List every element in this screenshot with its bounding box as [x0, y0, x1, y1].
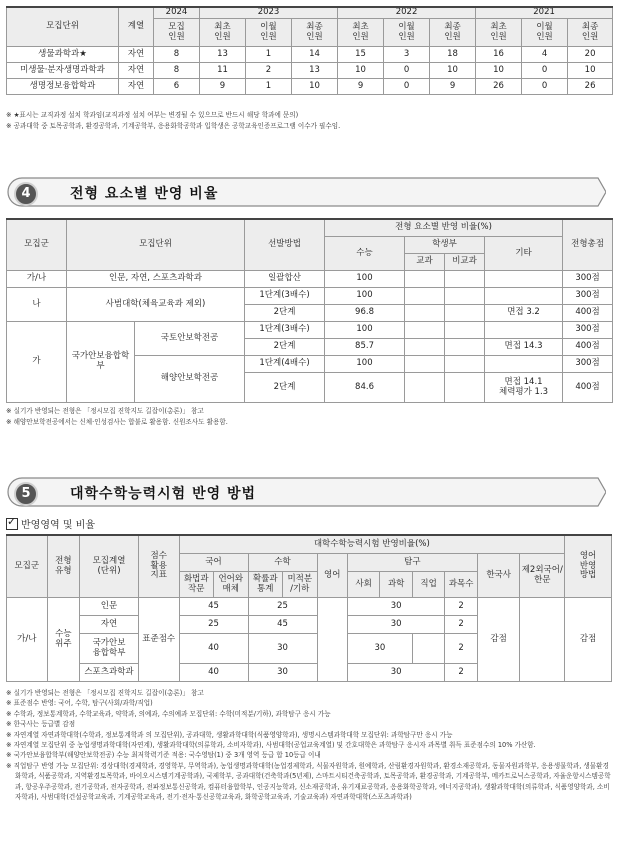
unit-cell: 인문 [80, 598, 139, 616]
value-cell: 10 [338, 63, 384, 79]
subjects-cell: 2 [445, 634, 477, 664]
header-year-2022: 2022 [338, 7, 476, 19]
header-total: 전형총점 [563, 219, 613, 271]
header-initial: 최초 인원 [338, 19, 384, 47]
korean-cell: 40 [179, 664, 248, 682]
other-cell [485, 288, 563, 305]
table-row [7, 322, 613, 339]
other-cell [485, 356, 563, 373]
subject-cell [405, 322, 445, 339]
header-carry: 이월 인원 [522, 19, 568, 47]
method-cell: 2단계 [245, 339, 325, 356]
evaluation-ratio-table [6, 218, 613, 403]
value-cell: 20 [568, 47, 613, 63]
suneung-cell: 100 [325, 288, 405, 305]
header-english-method: 영어 반영 방법 [565, 535, 612, 598]
value-cell: 10 [568, 63, 613, 79]
inquiry-cell: 30 [347, 664, 444, 682]
method-cell: 일괄합산 [245, 271, 325, 288]
total-cell: 300점 [563, 356, 613, 373]
note: ※ 자연계열 모집단위 중 농업생명과학대학(자연계), 생활과학대학(의류학과, 소비자학과), 사범대학(공업교육계열) 및 간호대학은 과학탐구 응시자 과목별 취득 표준점수의 10% 가산함. [6, 741, 536, 750]
subject-cell [405, 271, 445, 288]
value-cell: 13 [200, 47, 246, 63]
english-cell [317, 598, 347, 682]
score-cell: 표준점수 [138, 598, 179, 682]
korean-cell: 40 [179, 634, 248, 664]
section-number-badge: 5 [14, 482, 38, 506]
admissions-rows [7, 47, 613, 95]
header-carry: 이월 인원 [246, 19, 292, 47]
header-group: 모집군 [7, 535, 48, 598]
header-final: 최종 인원 [292, 19, 338, 47]
section-number-badge: 4 [14, 182, 38, 206]
header-recruit: 모집 인원 [154, 19, 200, 47]
method-cell: 1단계(4배수) [245, 356, 325, 373]
section-4-notes [6, 406, 612, 428]
suneung-cell: 85.7 [325, 339, 405, 356]
group-cell: 가/나 [7, 271, 67, 288]
header-math: 수학 [248, 554, 317, 572]
inquiry-cell: 30 [347, 634, 412, 664]
subject-cell [405, 305, 445, 322]
note: ※ 한국사는 등급별 감점 [6, 720, 76, 729]
value-cell: 9 [430, 79, 476, 95]
value-cell: 18 [430, 47, 476, 63]
note: ※ 해양안보학전공에서는 신체·인성검사는 합불로 활용함. 신원조사도 활용함. [6, 418, 228, 426]
value-cell: 10 [292, 79, 338, 95]
unit-cell: 국가안보 융합학부 [80, 634, 139, 664]
header-k2: 언어와 매체 [214, 572, 249, 598]
header-m2: 미적분 /기하 [283, 572, 318, 598]
header-foreign: 제2외국어/ 한문 [520, 554, 565, 598]
group-cell: 가 [7, 322, 67, 403]
value-cell: 0 [384, 63, 430, 79]
subjects-cell: 2 [445, 598, 477, 616]
nonsubject-cell [445, 305, 485, 322]
header-social: 사회 [347, 572, 379, 598]
header-nonsubject: 비교과 [445, 254, 485, 271]
group-cell: 가/나 [7, 598, 48, 682]
header-ratio: 대학수학능력시험 반영비율(%) [179, 535, 565, 554]
subheading-text: 반영영역 및 비율 [21, 520, 95, 531]
suneung-cell: 100 [325, 322, 405, 339]
value-cell: 1 [246, 79, 292, 95]
note: ※ 실기가 반영되는 전형은 「정시모집 진학지도 길잡이(총론)」 참고 [6, 689, 204, 697]
suneung-cell: 84.6 [325, 373, 405, 403]
header-type: 전형 유형 [47, 535, 79, 598]
note: ※ 수학과, 정보통계학과, 수학교육과, 약학과, 의예과, 수의예과 모집단위: 수학(미적분/기하), 과학탐구 응시 가능 [6, 709, 331, 718]
history-cell: 감점 [477, 598, 520, 682]
header-unit: 모집단위 [7, 7, 119, 47]
subject-cell [405, 339, 445, 356]
math-cell: 30 [248, 664, 317, 682]
value-cell: 4 [522, 47, 568, 63]
other-cell: 면접 14.3 [485, 339, 563, 356]
subject-cell [405, 288, 445, 305]
track-cell: 자연 [119, 47, 154, 63]
group-cell: 나 [7, 288, 67, 322]
total-cell: 300점 [563, 288, 613, 305]
header-suneung: 수능 [325, 237, 405, 271]
section-5-banner [6, 476, 606, 508]
type-cell: 수능 위주 [47, 598, 79, 682]
header-year-2024: 2024 [154, 7, 200, 19]
header-ratio: 전형 요소별 반영 비율(%) [325, 219, 563, 237]
section-4-banner [6, 176, 606, 208]
method-cell: 2단계 [245, 305, 325, 322]
method-cell: 2단계 [245, 373, 325, 403]
note: ※ 국가안보융합학부(해양안보학전공) 수능 최저학력기준 적용: 국수영탐(1) 중 3개 영역 등급 합 10등급 이내 [6, 751, 321, 760]
table-row [7, 79, 613, 95]
note: ※ 공과대학 중 토목공학과, 환경공학과, 기계공학부, 응용화학공학과 입학생은 공학교육인증프로그램 이수가 필수임. [6, 122, 341, 130]
value-cell: 14 [292, 47, 338, 63]
header-subjects: 과목수 [445, 572, 477, 598]
header-year-2023: 2023 [200, 7, 338, 19]
unit-cell: 사범대학(체육교육과 제외) [67, 288, 245, 322]
suneung-cell: 96.8 [325, 305, 405, 322]
other-cell: 면접 14.1 체력평가 1.3 [485, 373, 563, 403]
value-cell: 0 [384, 79, 430, 95]
value-cell: 11 [200, 63, 246, 79]
unit-cell: 인문, 자연, 스포츠과학과 [67, 271, 245, 288]
other-cell [485, 322, 563, 339]
total-cell: 400점 [563, 305, 613, 322]
total-cell: 400점 [563, 339, 613, 356]
header-method: 선발방법 [245, 219, 325, 271]
subjects-cell: 2 [445, 616, 477, 634]
value-cell: 10 [430, 63, 476, 79]
unit-cell: 국가안보융합학부 [67, 322, 135, 403]
nonsubject-cell [445, 271, 485, 288]
other-cell [485, 271, 563, 288]
section-title: 대학수학능력시험 반영 방법 [70, 486, 257, 502]
value-cell: 26 [476, 79, 522, 95]
inquiry-cell: 30 [347, 598, 444, 616]
table-row [7, 47, 613, 63]
inquiry-cell: 30 [347, 616, 444, 634]
value-cell: 1 [246, 47, 292, 63]
table-row [7, 598, 612, 616]
math-cell: 45 [248, 616, 317, 634]
header-final: 최종 인원 [430, 19, 476, 47]
subject-cell [405, 356, 445, 373]
header-group: 모집군 [7, 219, 67, 271]
value-cell: 15 [338, 47, 384, 63]
admissions-notes [6, 110, 612, 132]
note: ※ 표준점수 반영: 국어, 수학, 탐구(사회/과학/직업) [6, 699, 153, 708]
foreign-cell [520, 598, 565, 682]
checkbox-icon [6, 518, 18, 530]
subunit-cell: 해양안보학전공 [135, 356, 245, 403]
math-cell: 25 [248, 598, 317, 616]
header-inquiry: 탐구 [347, 554, 477, 572]
value-cell: 16 [476, 47, 522, 63]
nonsubject-cell [445, 339, 485, 356]
value-cell: 8 [154, 47, 200, 63]
unit-cell: 자연 [80, 616, 139, 634]
header-korean: 국어 [179, 554, 248, 572]
header-carry: 이월 인원 [384, 19, 430, 47]
nonsubject-cell [445, 373, 485, 403]
table-row [7, 271, 613, 288]
header-final: 최종 인원 [568, 19, 613, 47]
suneung-cell: 100 [325, 356, 405, 373]
value-cell: 0 [522, 79, 568, 95]
section-title: 전형 요소별 반영 비율 [70, 186, 219, 202]
subject-cell [405, 373, 445, 403]
note: ※ 자연계열 자연과학대학(수학과, 정보통계학과 의 모집단위), 공과대학, 생활과학대학(식품영양학과), 생명시스템과학대학 모집단위: 과학탐구만 응시 가능 [6, 730, 453, 739]
job-cell [412, 634, 444, 664]
header-unit: 모집계열 (단위) [80, 535, 139, 598]
nonsubject-cell [445, 288, 485, 305]
header-initial: 최초 인원 [476, 19, 522, 47]
header-year-2021: 2021 [476, 7, 613, 19]
table-row [7, 63, 613, 79]
total-cell: 300점 [563, 322, 613, 339]
value-cell: 9 [338, 79, 384, 95]
korean-cell: 25 [179, 616, 248, 634]
value-cell: 0 [522, 63, 568, 79]
header-other: 기타 [485, 237, 563, 271]
header-unit: 모집단위 [67, 219, 245, 271]
note: ※ 직업탐구 반영 가능 모집단위: 경상대학(경제학과, 경영학부, 무역학과), 농업생명과학대학(농업경제학과, 식물자원학과, 원예학과, 산림환경자원학과, 환경소재공학과, 동물자원과학부, 응용생물학과, 생물환경화학과, 식품공학과, 지역환경토목학과, 바이오시스템기계공학과), 국제학부, 공과대학(건축학과(5년제), 스마트시티건축공학과, 토목공학과, 환경공학과, 기계공학부, 메카트로닉스공학과, 자율운항시스템공학과, 항공우주공학과, 전기공학과, 전자공학과, 전파정보통신공학과, 컴퓨터융합학부, 인공지능학과, 신소재공학과, 유기재료공학과, 응용화학공학과, 에너지공학과), 생활과학대학(의류학과, 식품영양학과, 소비자학과), 사범대학(건설공학교육과, 기계공학교육과, 전기·전자·통신공학교육과, 화학공학교육과, 기술교육과) 자연과학대학(스포츠과학과) [6, 761, 611, 802]
nonsubject-cell [445, 322, 485, 339]
value-cell: 2 [246, 63, 292, 79]
other-cell: 면접 3.2 [485, 305, 563, 322]
header-initial: 최초 인원 [200, 19, 246, 47]
value-cell: 8 [154, 63, 200, 79]
value-cell: 10 [476, 63, 522, 79]
value-cell: 13 [292, 63, 338, 79]
subunit-cell: 국토안보학전공 [135, 322, 245, 356]
method-cell: 1단계(3배수) [245, 322, 325, 339]
header-score: 점수 활용 지표 [138, 535, 179, 598]
nonsubject-cell [445, 356, 485, 373]
method-cell: 1단계(3배수) [245, 288, 325, 305]
korean-cell: 45 [179, 598, 248, 616]
value-cell: 3 [384, 47, 430, 63]
suneung-cell: 100 [325, 271, 405, 288]
header-job: 직업 [412, 572, 444, 598]
header-science: 과학 [380, 572, 412, 598]
header-track: 계열 [119, 7, 154, 47]
unit-cell: 스포츠과학과 [80, 664, 139, 682]
track-cell: 자연 [119, 79, 154, 95]
total-cell: 400점 [563, 373, 613, 403]
value-cell: 9 [200, 79, 246, 95]
unit-name-cell: 생물과학과★ [7, 47, 119, 63]
english-method-cell: 감점 [565, 598, 612, 682]
unit-name-cell: 생명정보융합학과 [7, 79, 119, 95]
math-cell: 30 [248, 634, 317, 664]
admissions-history-table [6, 6, 613, 95]
table-row [7, 288, 613, 305]
track-cell: 자연 [119, 63, 154, 79]
note: ※ 실기가 반영되는 전형은 「정시모집 진학지도 길잡이(총론)」 참고 [6, 407, 204, 415]
header-record: 학생부 [405, 237, 485, 254]
subjects-cell: 2 [445, 664, 477, 682]
csat-reflection-table [6, 534, 612, 682]
header-english: 영어 [317, 554, 347, 598]
subheading [6, 516, 95, 531]
header-k1: 화법과 작문 [179, 572, 214, 598]
value-cell: 26 [568, 79, 613, 95]
note: ※ ★표시는 교직과정 설치 학과임(교직과정 설치 여부는 변경될 수 있으므로 반드시 해당 학과에 문의) [6, 111, 299, 119]
unit-name-cell: 미생물·분자생명과학과 [7, 63, 119, 79]
section-5-notes [6, 688, 612, 802]
header-subject: 교과 [405, 254, 445, 271]
header-history: 한국사 [477, 554, 520, 598]
total-cell: 300점 [563, 271, 613, 288]
value-cell: 6 [154, 79, 200, 95]
header-m1: 확률과 통계 [248, 572, 283, 598]
